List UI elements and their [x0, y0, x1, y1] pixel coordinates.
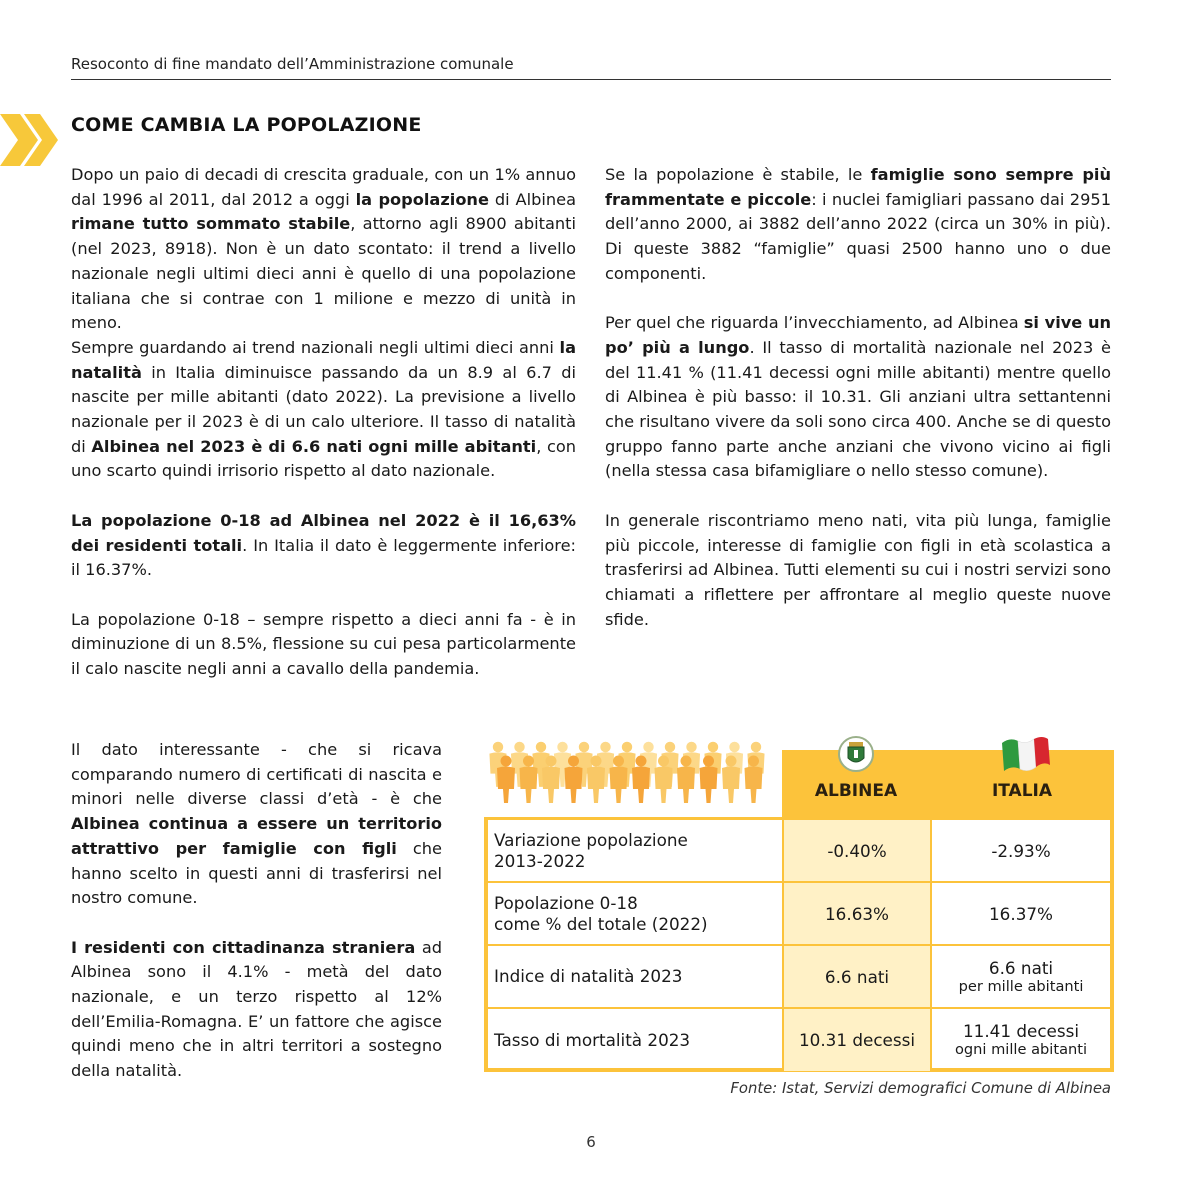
- paragraph: La popolazione 0-18 ad Albinea nel 2022 è il 16,63% dei residenti totali. In Italia il dato è leggermente inferiore: il 16.37%.: [71, 510, 576, 580]
- row-label: Variazione popolazione 2013-2022: [488, 820, 784, 881]
- people-group-icon: [486, 737, 776, 817]
- table-row: [488, 820, 1110, 883]
- table-row: [488, 883, 1110, 946]
- right-column: [605, 163, 1111, 632]
- albinea-value: -0.40%: [784, 820, 932, 881]
- running-header: Resoconto di fine mandato dell’Amministrazione comunale: [71, 55, 514, 73]
- albinea-value: 6.6 nati: [784, 946, 932, 1007]
- row-label: Popolazione 0-18 come % del totale (2022): [488, 883, 784, 944]
- italian-flag-icon: [998, 733, 1052, 775]
- comparison-table: [484, 817, 1114, 1072]
- left-column: [71, 163, 576, 682]
- row-label: Tasso di mortalità 2023: [488, 1009, 784, 1071]
- italia-value: 6.6 nati per mille abitanti: [958, 957, 1084, 995]
- column-header-italia: ITALIA: [991, 781, 1053, 801]
- paragraph: Sempre guardando ai trend nazionali negli ultimi dieci anni la natalità in Italia diminuisce passando da un 8.9 al 6.7 di nascite per mille abitanti (dato 2022). La previsione a livello nazionale per il 2023 è di un calo ulteriore. Il tasso di natalità di Albinea nel 2023 è di 6.6 nati ogni mille abitanti, con uno scarto quindi irrisorio rispetto al dato nazionale.: [71, 337, 577, 481]
- albinea-value: 10.31 decessi: [784, 1009, 932, 1071]
- section-title: COME CAMBIA LA POPOLAZIONE: [71, 114, 422, 136]
- chevron-icon: [0, 110, 60, 170]
- paragraph: Il dato interessante - che si ricava comparando numero di certificati di nascita e minori nelle diverse classi d’età - è che Albinea continua a essere un territorio attrattivo per famiglie con figli che hanno scelto in questi anni di trasferirsi nel nostro comune.: [71, 740, 442, 908]
- paragraph: Per quel che riguarda l’invecchiamento, ad Albinea si vive un po’ più a lungo. Il tasso di mortalità nazionale nel 2023 è del 11.41 % (11.41 decessi ogni mille abitanti) mentre quello di Albinea è più basso: il 10.31. Gli anziani ultra settantenni che risultano vivere da soli sono circa 400. Anche se di questo gruppo fanno parte anche anziani che vivono vicino ai figli (nella stessa casa bifamigliare o nello stesso comune).: [605, 313, 1111, 481]
- source-note: Fonte: Istat, Servizi demografici Comune di Albinea: [730, 1080, 1111, 1097]
- row-label: Indice di natalità 2023: [488, 946, 784, 1007]
- paragraph: In generale riscontriamo meno nati, vita più lunga, famiglie più piccole, interesse di famiglie con figli in età scolastica a trasferirsi ad Albinea. Tutti elementi su cui i nostri servizi sono chiamati a riflettere per affrontare al meglio queste nuove sfide.: [605, 510, 1111, 629]
- paragraph: La popolazione 0-18 – sempre rispetto a dieci anni fa - è in diminuzione di un 8.5%, flessione su cui pesa particolarmente il calo nascite negli anni a cavallo della pandemia.: [71, 609, 576, 679]
- italia-value: 16.37%: [989, 903, 1053, 924]
- albinea-crest-icon: [836, 733, 876, 773]
- column-header-albinea: ALBINEA: [814, 781, 898, 801]
- header-rule: [71, 79, 1111, 80]
- table-row: [488, 1009, 1110, 1071]
- table-row: [488, 946, 1110, 1009]
- paragraph: I residenti con cittadinanza straniera ad Albinea sono il 4.1% - metà del dato nazionale, e un terzo rispetto al 12% dell’Emilia-Romagna. E’ un fattore che agisce quindi meno che in altri territori a sostegno della natalità.: [71, 937, 443, 1081]
- italia-value: -2.93%: [991, 840, 1051, 861]
- paragraph: Se la popolazione è stabile, le famiglie sono sempre più frammentate e piccole: i nuclei famigliari passano dai 2951 dell’anno 2000, ai 3882 dell’anno 2022 (circa un 30% in più). Di queste 3882 “famiglie” quasi 2500 hanno uno o due componenti.: [605, 165, 1111, 283]
- bottom-left-column: [71, 738, 442, 1084]
- albinea-value: 16.63%: [784, 883, 932, 944]
- italia-value: 11.41 decessi ogni mille abitanti: [954, 1021, 1088, 1058]
- paragraph: Dopo un paio di decadi di crescita graduale, con un 1% annuo dal 1996 al 2011, dal 2012 a oggi la popolazione di Albinea rimane tutto sommato stabile, attorno agli 8900 abitanti (nel 2023, 8918). Non è un dato scontato: il trend a livello nazionale negli ultimi dieci anni è quello di una popolazione italiana che si contrae con 1 milione e mezzo di unità in meno.: [71, 165, 576, 333]
- page-number: 6: [586, 1133, 596, 1151]
